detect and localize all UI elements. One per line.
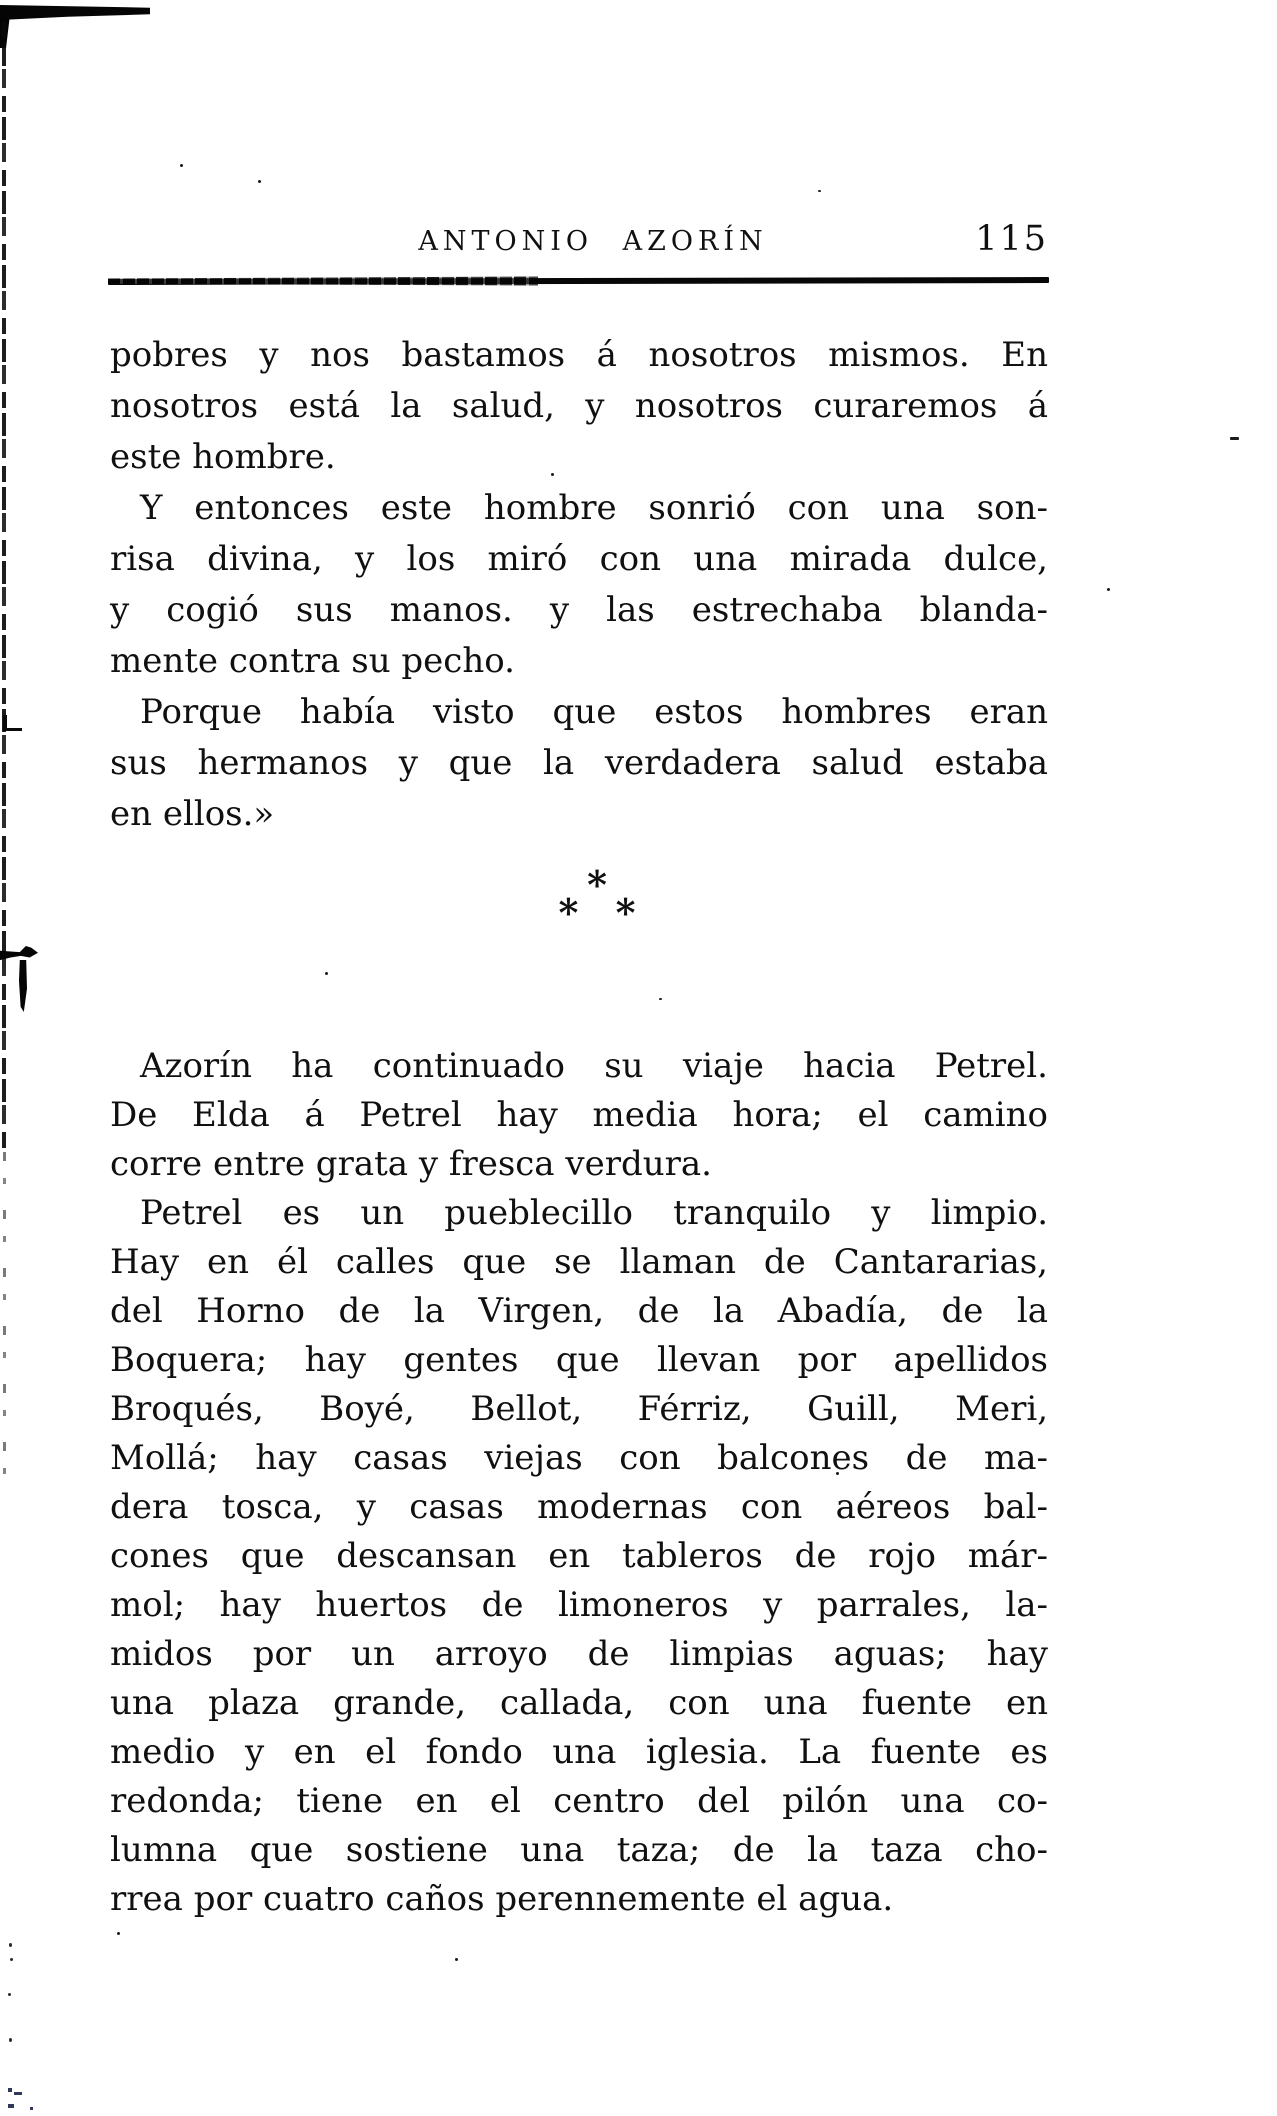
body-line: una plaza grande, callada, con una fuente en <box>110 1683 1048 1723</box>
body-line: Boquera; hay gentes que llevan por apellidos <box>110 1340 1048 1380</box>
body-line: midos por un arroyo de limpias aguas; hay <box>110 1634 1048 1674</box>
body-line: Azorín ha continuado su viaje hacia Petrel. <box>140 1046 1048 1086</box>
body-line: corre entre grata y fresca verdura. <box>110 1144 712 1184</box>
body-line: mente contra su pecho. <box>110 641 515 681</box>
asterisk: * <box>558 890 579 935</box>
scan-hook-mark <box>3 715 22 731</box>
body-line: dera tosca, y casas modernas con aéreos bal- <box>110 1487 1048 1527</box>
ink-speck-blue <box>8 2088 12 2092</box>
scan-left-edge-line-faded <box>3 1152 6 1482</box>
ink-speck <box>325 972 328 975</box>
body-line: sus hermanos y que la verdadera salud estaba <box>110 743 1048 783</box>
body-line: mol; hay huertos de limoneros y parrales, la- <box>110 1585 1048 1625</box>
body-line: nosotros está la salud, y nosotros curaremos á <box>110 386 1048 426</box>
body-line: rrea por cuatro caños perennemente el agua. <box>110 1879 894 1919</box>
ink-speck-blue <box>14 2092 22 2095</box>
scan-corner-wedge-mark <box>0 5 150 20</box>
body-line: redonda; tiene en el centro del pilón una co- <box>110 1781 1048 1821</box>
body-line: risa divina, y los miró con una mirada dulce, <box>110 539 1048 579</box>
ink-speck <box>1230 437 1239 440</box>
ink-speck <box>818 190 821 192</box>
scan-left-edge-line <box>2 22 6 1152</box>
ink-speck <box>1107 588 1110 591</box>
text-section-2 <box>110 1042 1048 1924</box>
text-section-1 <box>110 330 1048 840</box>
body-line: medio y en el fondo una iglesia. La fuente es <box>110 1732 1048 1772</box>
ink-speck <box>258 180 261 183</box>
asterisk: * <box>615 890 636 935</box>
body-line: De Elda á Petrel hay media hora; el camino <box>110 1095 1048 1135</box>
ink-speck <box>180 164 183 167</box>
body-line: Mollá; hay casas viejas con balcones de ma- <box>110 1438 1048 1478</box>
ink-speck <box>8 1993 11 1996</box>
ink-speck-blue <box>8 2104 14 2108</box>
body-line: del Horno de la Virgen, de la Abadía, de la <box>110 1291 1048 1331</box>
ink-speck <box>659 998 662 1000</box>
body-line: cones que descansan en tableros de rojo már- <box>110 1536 1048 1576</box>
body-line: Porque había visto que estos hombres eran <box>140 692 1048 732</box>
body-line: este hombre. <box>110 437 336 477</box>
body-line: Y entonces este hombre sonrió con una son- <box>140 488 1048 528</box>
ink-speck <box>9 1943 12 1947</box>
ink-speck-blue <box>30 2107 33 2110</box>
running-head-title: ANTONIO AZORÍN <box>418 226 768 257</box>
body-line: y cogió sus manos. y las estrechaba blanda- <box>110 590 1048 630</box>
body-line: Hay en él calles que se llaman de Cantararias, <box>110 1242 1048 1282</box>
body-line: en ellos.» <box>110 794 275 834</box>
ink-speck <box>117 1932 120 1935</box>
ink-speck <box>9 2038 12 2042</box>
body-line: Broqués, Boyé, Bellot, Férriz, Guill, Meri, <box>110 1389 1048 1429</box>
body-line: Petrel es un pueblecillo tranquilo y limpio. <box>140 1193 1048 1233</box>
asterisk-separator-bottom <box>128 890 1066 935</box>
page-number: 115 <box>975 219 1048 259</box>
asterisk: * <box>587 862 607 907</box>
ink-speck <box>455 1958 458 1961</box>
scan-arrow-stem-mark <box>19 960 27 1012</box>
ink-speck <box>10 1958 13 1961</box>
body-line: lumna que sostiene una taza; de la taza cho- <box>110 1830 1048 1870</box>
body-line: pobres y nos bastamos á nosotros mismos. En <box>110 335 1048 375</box>
